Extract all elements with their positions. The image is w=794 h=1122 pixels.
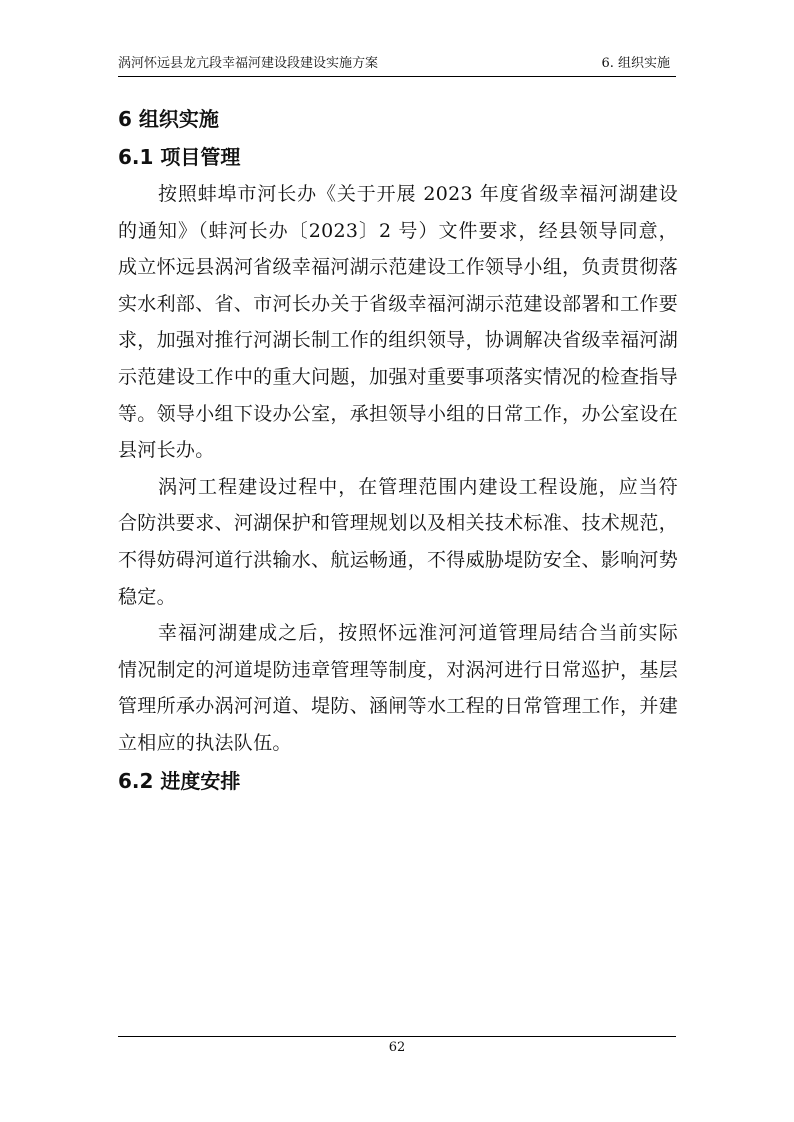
page-number: 62 <box>388 1040 406 1055</box>
chapter-heading: 6 组织实施 <box>118 107 219 131</box>
paragraph-1: 按照蚌埠市河长办《关于开展 2023 年度省级幸福河湖建设的通知》（蚌河长办〔2023〕2 号）文件要求，经县领导同意，成立怀远县涡河省级幸福河湖示范建设工作领导小组，负责贯彻落实水利部、省、市河长办关于省级幸福河湖示范建设部署和工作要求，加强对推行河湖长制工作的组织领导，协调解决省级幸福河湖示范建设工作中的重大问题，加强对重要事项落实情况的检查指导等。领导小组下设办公室，承担领导小组的日常工作，办公室设在县河长办。 <box>118 183 678 462</box>
page-body <box>118 100 678 800</box>
page-header <box>118 52 676 77</box>
section-heading-6-2: 6.2 进度安排 <box>118 768 241 793</box>
paragraph-2: 涡河工程建设过程中，在管理范围内建设工程设施，应当符合防洪要求、河湖保护和管理规划以及相关技术标准、技术规范，不得妨碍河道行洪输水、航运畅通，不得威胁堤防安全、影响河势稳定。 <box>118 475 678 608</box>
footer-divider <box>118 1036 676 1037</box>
document-title: 涡河怀远县龙亢段幸福河建设段建设实施方案 <box>118 56 379 71</box>
paragraph-3: 幸福河湖建成之后，按照怀远淮河河道管理局结合当前实际情况制定的河道堤防违章管理等制度，对涡河进行日常巡护，基层管理所承办涡河河道、堤防、涵闸等水工程的日常管理工作，并建立相应的执法队伍。 <box>118 622 678 754</box>
section-heading-6-1: 6.1 项目管理 <box>118 145 241 169</box>
section-title: 6. 组织实施 <box>601 56 670 71</box>
